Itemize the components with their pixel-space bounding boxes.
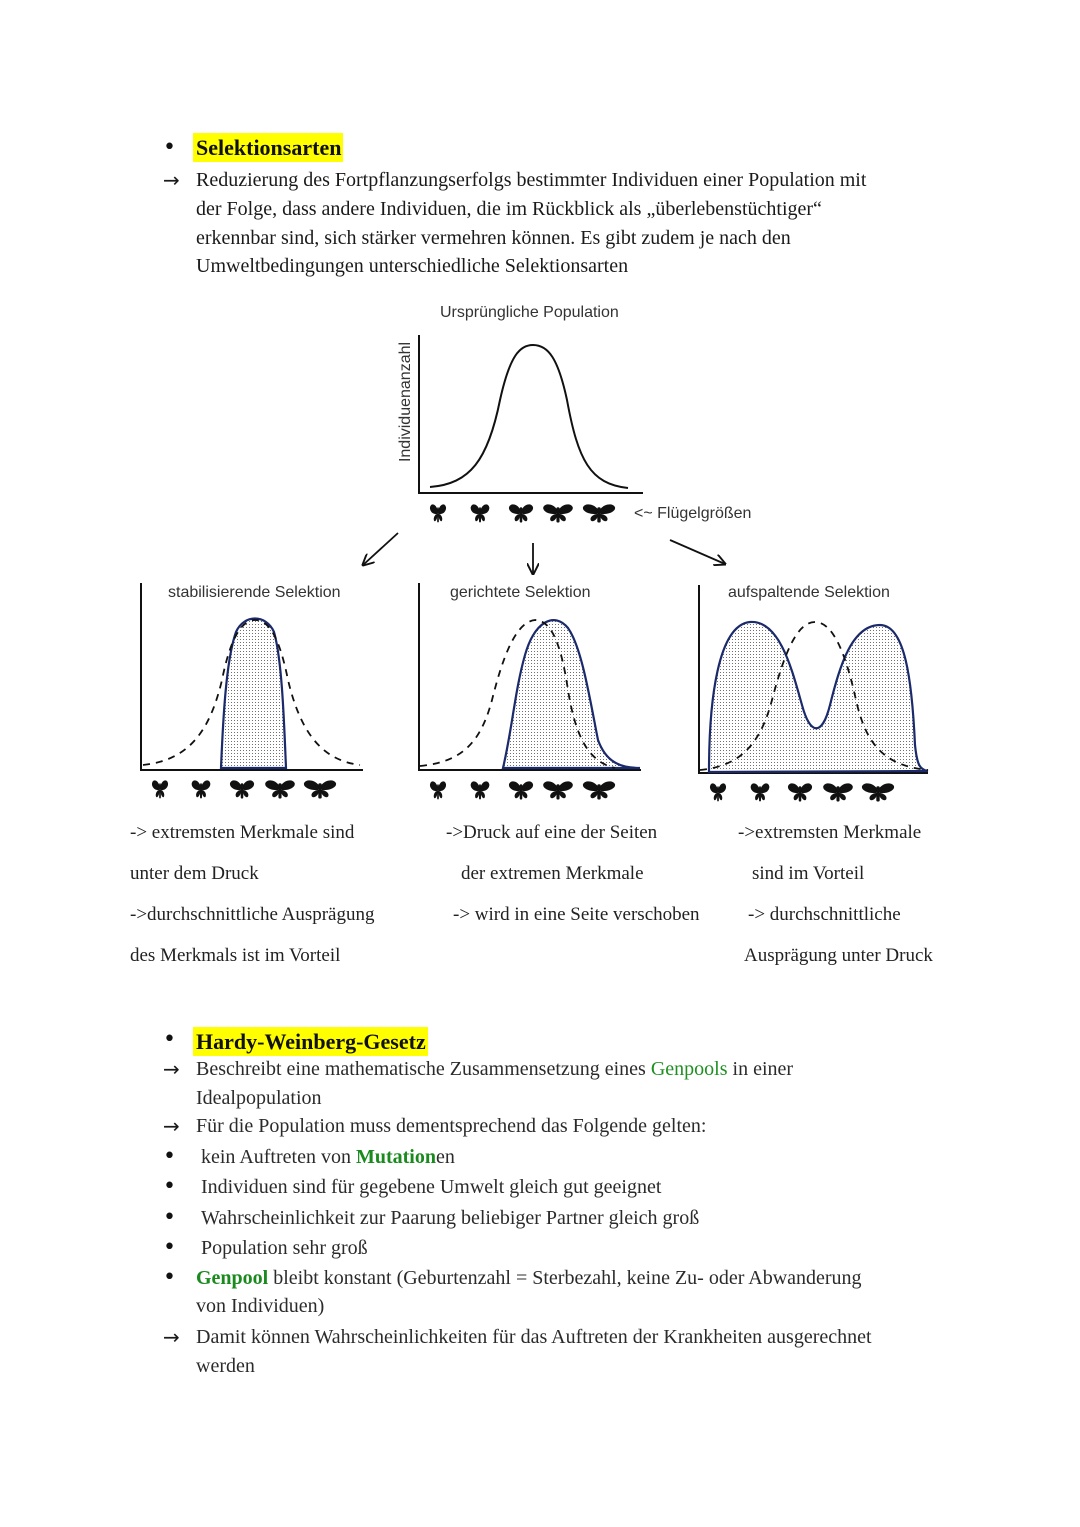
stabilizing-note: unter dem Druck bbox=[130, 863, 259, 884]
wing-size-icons bbox=[430, 781, 615, 799]
butterfly-icon bbox=[751, 783, 770, 801]
condition-item: Wahrscheinlichkeit zur Paarung beliebiger Partner gleich groß bbox=[201, 1207, 700, 1229]
butterfly-icon bbox=[823, 783, 853, 801]
genpools-term: Genpools bbox=[650, 1058, 728, 1080]
paragraph-line: erkennbar sind, sich stärker vermehren können. Es gibt zudem je nach den bbox=[196, 227, 791, 249]
paragraph-line: der Folge, dass andere Individuen, die im Rückblick als „überlebenstüchtiger“ bbox=[196, 198, 822, 220]
section-heading-hardy-weinberg: Hardy-Weinberg-Gesetz bbox=[193, 1027, 428, 1056]
condition-text: en bbox=[435, 1146, 455, 1168]
butterfly-icon bbox=[788, 783, 812, 801]
butterfly-icon bbox=[430, 781, 446, 799]
definition-text: Beschreibt eine mathematische Zusammensetzung eines bbox=[196, 1058, 651, 1080]
x-axis-label: <~ Flügelgrößen bbox=[634, 505, 752, 522]
list-bullet: • bbox=[163, 1265, 176, 1290]
conclusion-line: Damit können Wahrscheinlichkeiten für das Auftreten der Krankheiten ausgerechnet bbox=[196, 1326, 872, 1348]
butterfly-icon bbox=[583, 781, 615, 799]
heading-bullet: • bbox=[163, 1027, 176, 1052]
disruptive-note: ->extremsten Merkmale bbox=[738, 822, 922, 843]
butterfly-icon bbox=[471, 781, 490, 799]
list-bullet: • bbox=[163, 1205, 176, 1230]
butterfly-icon bbox=[230, 780, 254, 798]
wing-size-icons bbox=[152, 780, 336, 798]
original-distribution-curve bbox=[430, 345, 628, 488]
stabilizing-title: stabilisierende Selektion bbox=[168, 584, 341, 601]
butterfly-icon bbox=[543, 781, 573, 799]
butterfly-icon bbox=[543, 504, 573, 522]
original-population-title: Ursprüngliche Population bbox=[440, 304, 619, 321]
butterfly-icon bbox=[192, 780, 211, 798]
arrow-marker: → bbox=[163, 1057, 180, 1081]
condition-text: bleibt konstant (Geburtenzahl = Sterbezahl, keine Zu- oder Abwanderung bbox=[268, 1267, 862, 1289]
stabilizing-note: -> extremsten Merkmale sind bbox=[130, 822, 355, 843]
butterfly-icon bbox=[304, 780, 336, 798]
definition-text: in einer bbox=[727, 1058, 794, 1080]
butterfly-icon bbox=[152, 780, 168, 798]
disruptive-note: sind im Vorteil bbox=[752, 863, 865, 884]
directional-note: -> wird in eine Seite verschoben bbox=[453, 904, 700, 925]
arrow-to-disruptive bbox=[670, 540, 725, 564]
stabilizing-note: ->durchschnittliche Ausprägung bbox=[130, 904, 375, 925]
butterfly-icon bbox=[583, 504, 615, 522]
conclusion-line-continued: werden bbox=[196, 1355, 255, 1377]
genpool-term: Genpool bbox=[196, 1267, 269, 1289]
directional-note: ->Druck auf eine der Seiten bbox=[446, 822, 658, 843]
definition-line bbox=[196, 1055, 793, 1083]
butterfly-icon bbox=[862, 783, 894, 801]
disruptive-selection-chart bbox=[698, 584, 928, 802]
arrow-marker: → bbox=[163, 1325, 180, 1349]
butterfly-icon bbox=[509, 781, 533, 799]
butterfly-icon bbox=[430, 504, 446, 522]
list-bullet: • bbox=[163, 1235, 176, 1260]
list-bullet: • bbox=[163, 1144, 176, 1169]
selected-distribution bbox=[503, 620, 640, 768]
section-heading-selektionsarten: Selektionsarten bbox=[193, 133, 343, 162]
heading-bullet: • bbox=[163, 135, 176, 160]
directional-title: gerichtete Selektion bbox=[450, 584, 591, 601]
arrow-to-stabilizing bbox=[363, 533, 398, 565]
condition-item bbox=[196, 1264, 862, 1292]
stabilizing-note: des Merkmals ist im Vorteil bbox=[130, 945, 341, 966]
paragraph-line: Umweltbedingungen unterschiedliche Selektionsarten bbox=[196, 255, 629, 277]
directional-selection-chart bbox=[418, 583, 641, 800]
butterfly-icon bbox=[710, 783, 726, 801]
butterfly-icon bbox=[265, 780, 295, 798]
condition-item-continued: von Individuen) bbox=[196, 1295, 325, 1317]
y-axis-label: Individuenanzahl bbox=[397, 341, 414, 463]
requirement-line: Für die Population muss dementsprechend das Folgende gelten: bbox=[196, 1115, 707, 1137]
mutation-term: Mutation bbox=[355, 1146, 436, 1168]
paragraph-line: Reduzierung des Fortpflanzungserfolgs bestimmter Individuen einer Population mit bbox=[196, 169, 867, 191]
wing-size-icons bbox=[710, 783, 894, 801]
disruptive-title: aufspaltende Selektion bbox=[728, 584, 890, 601]
list-bullet: • bbox=[163, 1174, 176, 1199]
disruptive-note: -> durchschnittliche bbox=[748, 904, 901, 925]
directional-note: der extremen Merkmale bbox=[461, 863, 644, 884]
condition-item: Population sehr groß bbox=[201, 1237, 368, 1259]
definition-line-continued: Idealpopulation bbox=[196, 1087, 322, 1109]
original-population-chart bbox=[397, 304, 751, 523]
condition-text: kein Auftreten von bbox=[201, 1146, 356, 1168]
stabilizing-selection-chart bbox=[140, 583, 363, 799]
selected-distribution bbox=[221, 619, 286, 769]
condition-item: Individuen sind für gegebene Umwelt gleich gut geeignet bbox=[201, 1176, 662, 1198]
butterfly-icon bbox=[471, 504, 490, 522]
selected-distribution bbox=[709, 622, 928, 772]
arrow-marker: → bbox=[163, 1114, 180, 1138]
arrow-marker: → bbox=[163, 168, 180, 192]
condition-item bbox=[201, 1143, 455, 1171]
butterfly-icon bbox=[509, 504, 533, 522]
disruptive-note: Ausprägung unter Druck bbox=[744, 945, 933, 966]
wing-size-icons-top bbox=[430, 504, 615, 522]
